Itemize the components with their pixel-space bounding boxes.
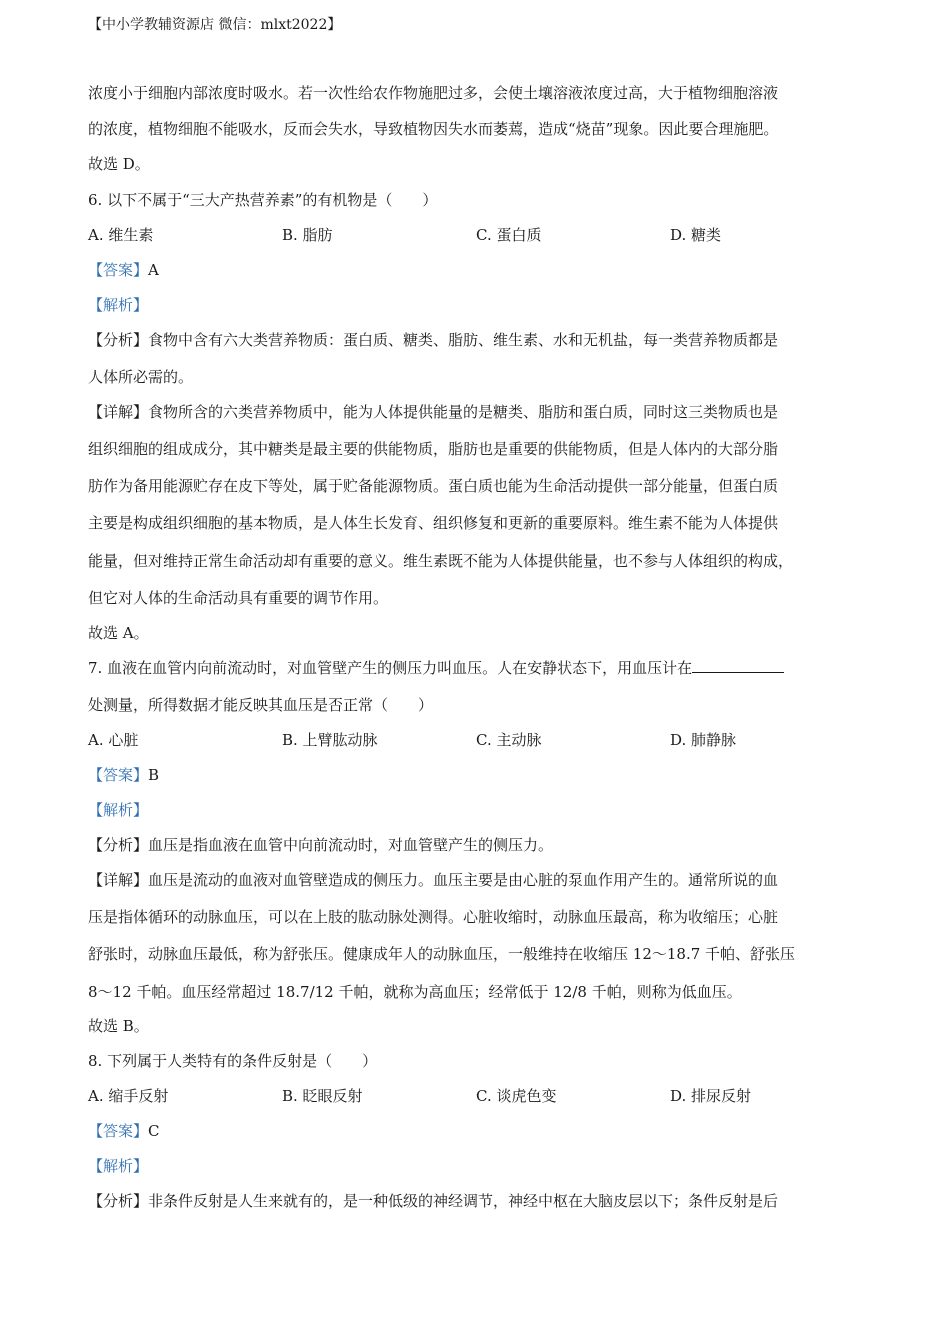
q8-answer (88, 1120, 160, 1141)
fenxi-tag: 【分析】 (88, 836, 149, 854)
q6-xiangjie-line-4: 主要是构成组织细胞的基本物质，是人体生长发育、组织修复和更新的重要原料。维生素不能为人体提供 (88, 514, 779, 532)
jiexi-tag: 【解析】 (88, 801, 149, 819)
q7-answer-value: B (148, 766, 160, 784)
q6-answer (88, 259, 159, 280)
q7-stem-text-1: 7. 血液在血管内向前流动时，对血管壁产生的侧压力叫血压。人在安静状态下，用血压计在 (88, 659, 693, 677)
q7-stem-line-1 (88, 657, 784, 678)
page-header: 【中小学教辅资源店 微信：mlxt2022】 (88, 17, 342, 33)
q7-fenxi-text: 血压是指血液在血管中向前流动时，对血管壁产生的侧压力。 (148, 836, 554, 854)
q7-xiangjie-text-1: 血压是流动的血液对血管壁造成的侧压力。血压主要是由心脏的泵血作用产生的。通常所说的血 (148, 871, 779, 889)
q6-choice-c: C. 蛋白质 (476, 226, 542, 244)
q7-stem-line-2: 处测量，所得数据才能反映其血压是否正常（ ） (88, 696, 434, 714)
q8-choice-b: B. 眨眼反射 (282, 1087, 363, 1105)
q8-fenxi (88, 1190, 778, 1211)
q7-xiangjie-line-4: 8～12 千帕。血压经常超过 18.7/12 千帕，就称为高血压；经常低于 12/8 千帕，则称为低血压。 (88, 983, 742, 1001)
q8-answer-value: C (148, 1122, 160, 1140)
q6-choice-b: B. 脂肪 (282, 226, 333, 244)
jiexi-tag: 【解析】 (88, 296, 149, 314)
answer-tag: 【答案】 (88, 1122, 149, 1140)
q6-xiangjie-line-2: 组织细胞的组成成分，其中糖类是最主要的供能物质，脂肪也是重要的供能物质，但是人体内的大部分脂 (88, 440, 779, 458)
q8-choices (88, 1085, 868, 1107)
q8-choice-a: A. 缩手反射 (88, 1087, 169, 1105)
xiangjie-tag: 【详解】 (88, 871, 149, 889)
q6-fenxi-line-2: 人体所必需的。 (88, 368, 194, 386)
q6-choice-d: D. 糖类 (670, 226, 722, 244)
q7-conclusion: 故选 B。 (88, 1017, 149, 1035)
q7-fill-blank (692, 657, 784, 673)
q7-choice-a: A. 心脏 (88, 731, 139, 749)
q6-choices (88, 224, 868, 246)
q7-choice-b: B. 上臂肱动脉 (282, 731, 378, 749)
q6-xiangjie-line-1 (88, 401, 778, 422)
jiexi-tag: 【解析】 (88, 1157, 149, 1175)
q6-stem: 6. 以下不属于“三大产热营养素”的有机物是（ ） (88, 191, 438, 209)
q7-xiangjie-line-1 (88, 869, 778, 890)
q7-choices (88, 729, 868, 751)
answer-tag: 【答案】 (88, 261, 149, 279)
intro-line-1: 浓度小于细胞内部浓度时吸水。若一次性给农作物施肥过多，会使土壤溶液浓度过高，大于植物细胞溶液 (88, 84, 779, 102)
q6-fenxi-text-1: 食物中含有六大类营养物质：蛋白质、糖类、脂肪、维生素、水和无机盐，每一类营养物质都是 (148, 331, 779, 349)
q8-jiexi (88, 1155, 148, 1176)
answer-tag: 【答案】 (88, 766, 149, 784)
xiangjie-tag: 【详解】 (88, 403, 149, 421)
q7-jiexi (88, 799, 148, 820)
q6-choice-a: A. 维生素 (88, 226, 154, 244)
q8-choice-d: D. 排尿反射 (670, 1087, 752, 1105)
q7-xiangjie-line-3: 舒张时，动脉血压最低，称为舒张压。健康成年人的动脉血压，一般维持在收缩压 12～18.7 千帕、舒张压 (88, 945, 796, 963)
intro-conclusion: 故选 D。 (88, 155, 150, 173)
q7-xiangjie-line-2: 压是指体循环的动脉血压，可以在上肢的肱动脉处测得。心脏收缩时，动脉血压最高，称为收缩压；心脏 (88, 908, 779, 926)
intro-line-2: 的浓度，植物细胞不能吸水，反而会失水，导致植物因失水而萎蔫，造成“烧苗”现象。因此要合理施肥。 (88, 120, 779, 138)
q6-xiangjie-line-6: 但它对人体的生命活动具有重要的调节作用。 (88, 589, 389, 607)
q7-choice-d: D. 肺静脉 (670, 731, 737, 749)
q6-xiangjie-text-1: 食物所含的六类营养物质中，能为人体提供能量的是糖类、脂肪和蛋白质，同时这三类物质也是 (148, 403, 779, 421)
q6-jiexi (88, 294, 148, 315)
q6-answer-value: A (148, 261, 159, 279)
q8-fenxi-text: 非条件反射是人生来就有的，是一种低级的神经调节，神经中枢在大脑皮层以下；条件反射是后 (148, 1192, 779, 1210)
q7-answer (88, 764, 159, 785)
fenxi-tag: 【分析】 (88, 331, 149, 349)
q6-conclusion: 故选 A。 (88, 624, 149, 642)
q7-fenxi (88, 834, 553, 855)
q7-choice-c: C. 主动脉 (476, 731, 542, 749)
q8-stem: 8. 下列属于人类特有的条件反射是（ ） (88, 1052, 378, 1070)
fenxi-tag: 【分析】 (88, 1192, 149, 1210)
q6-xiangjie-line-5: 能量，但对维持正常生命活动却有重要的意义。维生素既不能为人体提供能量，也不参与人体组织的构成， (88, 552, 794, 570)
q6-xiangjie-line-3: 肪作为备用能源贮存在皮下等处，属于贮备能源物质。蛋白质也能为生命活动提供一部分能量，但蛋白质 (88, 477, 779, 495)
q8-choice-c: C. 谈虎色变 (476, 1087, 557, 1105)
q6-fenxi-line-1 (88, 329, 778, 350)
